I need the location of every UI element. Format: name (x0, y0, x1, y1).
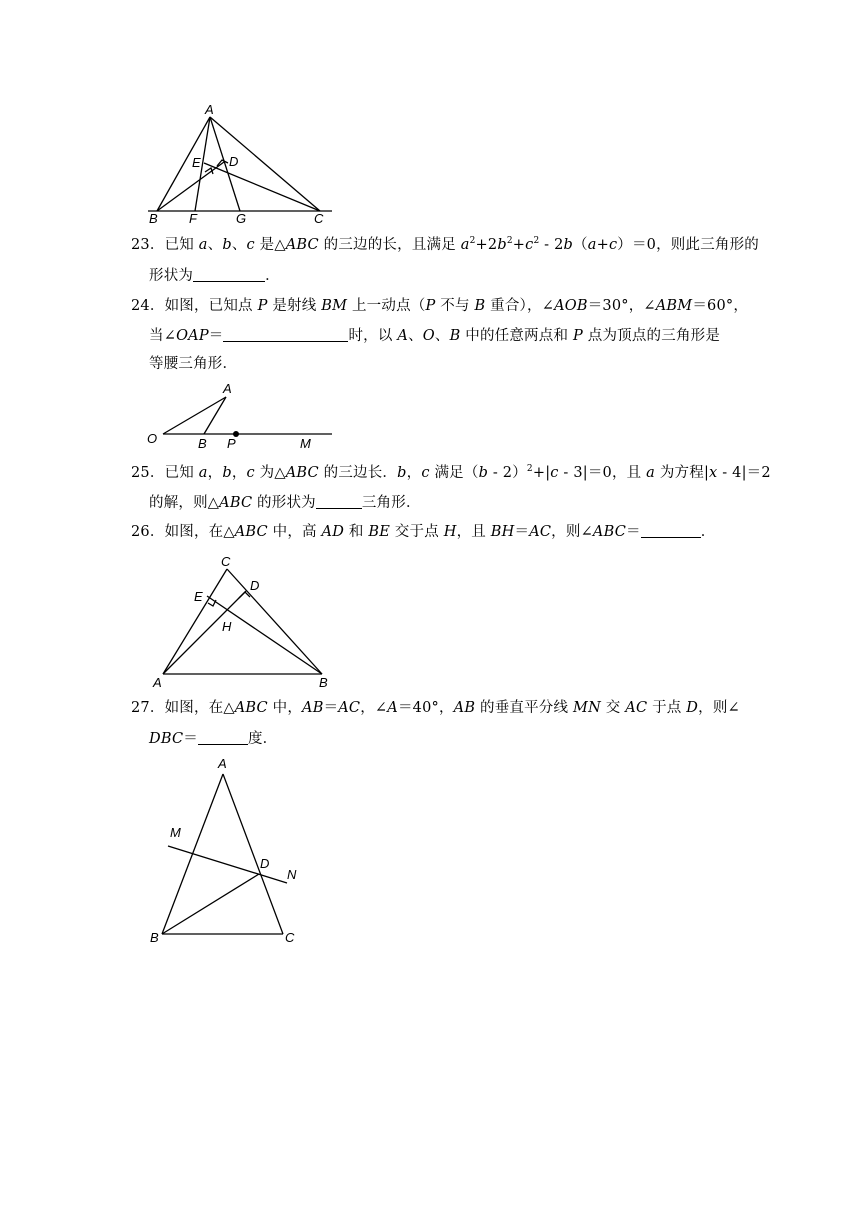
var: P (257, 298, 268, 314)
text: ． (265, 268, 280, 284)
label-H: H (222, 619, 232, 634)
text: 点为顶点的三角形是 (582, 328, 721, 344)
var: BH (490, 524, 515, 540)
label-D: D (229, 154, 239, 169)
var: b (222, 237, 232, 253)
text: 重合），∠ (485, 298, 555, 314)
text: ）＝0，则此三角形的 (617, 237, 759, 253)
text: 的解，则△ (149, 495, 220, 511)
text: 满足（ (429, 465, 479, 481)
text: 、 (408, 328, 423, 344)
text: +2 (475, 237, 498, 253)
text: - 2） (488, 465, 527, 481)
text: 是△ (254, 237, 286, 253)
var: ABM (655, 298, 693, 314)
label-D: D (260, 856, 270, 871)
text: 的形状为 (252, 495, 316, 511)
var: c (421, 465, 430, 481)
var: DBC (149, 731, 184, 747)
var: ABC (592, 524, 627, 540)
var: ABC (285, 237, 319, 253)
var: AD (321, 524, 345, 540)
var: a (460, 237, 470, 253)
text: 已知 (164, 465, 199, 481)
q24-line3 (149, 354, 237, 374)
var: A (387, 700, 398, 716)
label-C: C (314, 211, 324, 226)
text: + (596, 237, 609, 253)
label-N: N (287, 867, 297, 882)
text: 是射线 (267, 298, 322, 314)
var: AOB (554, 298, 588, 314)
text: ． (700, 524, 716, 540)
q25-number: 25． (131, 465, 165, 481)
text: ＝ (183, 731, 198, 747)
label-E: E (192, 155, 201, 170)
text: ，∠ (360, 700, 388, 716)
text: 三角形． (361, 495, 421, 511)
var: b (478, 465, 489, 481)
var: ABC (219, 495, 253, 511)
var: A (397, 328, 409, 344)
label-A: A (153, 675, 162, 690)
answer-blank[interactable] (223, 327, 348, 342)
text: 中，高 (267, 524, 322, 540)
label-A: A (223, 381, 232, 396)
answer-blank[interactable] (198, 730, 248, 745)
label-P: P (227, 436, 236, 451)
text: （ (573, 237, 588, 253)
text: - 4|＝2 (717, 465, 771, 481)
var: c (550, 465, 559, 481)
var: a (198, 237, 208, 253)
var: AC (338, 700, 361, 716)
var: H (443, 524, 457, 540)
q23-line1 (131, 235, 759, 255)
var: AB (302, 700, 324, 716)
var: AB (453, 700, 476, 716)
text: ＝30°，∠ (587, 298, 656, 314)
label-G: G (236, 211, 247, 226)
q27-line2 (149, 729, 277, 749)
label-M: M (300, 436, 311, 451)
text: ，则∠ (698, 700, 740, 716)
text: ， (406, 465, 422, 481)
figure-27 (150, 756, 297, 945)
text: 的三边长． (318, 465, 398, 481)
var: b (563, 237, 574, 253)
text: ，则∠ (551, 524, 593, 540)
figure-26 (152, 554, 328, 690)
text: 时，以 (348, 328, 398, 344)
text: 、 (207, 237, 223, 253)
var: MN (573, 700, 601, 716)
label-B: B (319, 675, 328, 690)
exponent: 2 (533, 236, 540, 246)
text: 、 (231, 237, 247, 253)
var: c (608, 237, 618, 253)
var: c (246, 237, 255, 253)
answer-blank[interactable] (641, 523, 701, 538)
text: 、 (434, 328, 450, 344)
text: 的垂直平分线 (475, 700, 574, 716)
q25-line1 (131, 463, 771, 483)
var: P (572, 328, 583, 344)
text: 的三边的长，且满足 (318, 237, 461, 253)
var: b (397, 465, 407, 481)
q24-number: 24． (131, 298, 165, 314)
q27-number: 27． (131, 700, 165, 716)
var: D (686, 700, 699, 716)
q24-line1 (131, 296, 748, 316)
text: ＝ (323, 700, 339, 716)
text: ＝ (208, 328, 224, 344)
label-B: B (198, 436, 207, 451)
text: 交于点 (390, 524, 444, 540)
text: 于点 (647, 700, 687, 716)
q26-line1 (131, 522, 715, 542)
text: 为△ (254, 465, 286, 481)
var: OAP (176, 328, 209, 344)
q23-number: 23． (131, 237, 165, 253)
text: 已知 (164, 237, 199, 253)
figure-22 (148, 102, 332, 226)
answer-blank[interactable] (316, 494, 362, 509)
text: 当∠ (149, 328, 177, 344)
exponent: 2 (506, 236, 513, 246)
exponent: 2 (526, 464, 533, 474)
label-B: B (150, 930, 159, 945)
text: 中， (267, 700, 303, 716)
label-F: F (189, 211, 197, 226)
text: - 2 (539, 237, 564, 253)
var: c (246, 465, 255, 481)
text: ， (231, 465, 247, 481)
answer-blank[interactable] (193, 267, 265, 282)
var: b (222, 465, 232, 481)
q26-number: 26． (131, 524, 165, 540)
text: ， (207, 465, 223, 481)
label-C: C (221, 554, 231, 569)
q27-line1 (131, 698, 740, 718)
q23-line2 (149, 266, 280, 286)
var: c (525, 237, 534, 253)
label-C: C (285, 930, 295, 945)
label-O: O (147, 431, 158, 446)
text: 如图，已知点 (164, 298, 258, 314)
text: 度． (247, 731, 278, 747)
var: B (449, 328, 461, 344)
var: a (198, 465, 208, 481)
text: ＝40°， (397, 700, 454, 716)
var: O (422, 328, 435, 344)
label-E: E (194, 589, 203, 604)
var: AC (625, 700, 648, 716)
var: ABC (285, 465, 319, 481)
var: ABC (234, 524, 268, 540)
label-A: A (205, 102, 214, 117)
var: BE (368, 524, 390, 540)
text: + (512, 237, 526, 253)
text: 为方程| (655, 465, 710, 481)
q25-line2 (149, 493, 421, 513)
var: x (709, 465, 718, 481)
label-B: B (149, 211, 158, 226)
label-A: A (218, 756, 227, 771)
var: B (474, 298, 486, 314)
exponent: 2 (469, 236, 476, 246)
q24-line2 (149, 326, 720, 346)
var: BM (321, 298, 348, 314)
text: ＝60°， (692, 298, 749, 314)
text: 不与 (435, 298, 475, 314)
var: P (425, 298, 436, 314)
text: 形状为 (149, 268, 194, 284)
label-D: D (250, 578, 260, 593)
text: 如图，在△ (164, 524, 235, 540)
text: 等腰三角形． (149, 356, 238, 372)
text: +| (532, 465, 551, 481)
var: ABC (234, 700, 268, 716)
text: - 3|＝0，且 (558, 465, 647, 481)
text: 中的任意两点和 (460, 328, 573, 344)
text: 上一动点（ (347, 298, 426, 314)
var: a (587, 237, 597, 253)
text: ，且 (456, 524, 491, 540)
label-M: M (170, 825, 181, 840)
text: 如图，在△ (164, 700, 235, 716)
text: 交 (600, 700, 626, 716)
figure-24 (147, 381, 332, 451)
var: b (497, 237, 507, 253)
text: ＝ (626, 524, 641, 540)
text: 和 (344, 524, 369, 540)
var: AC (529, 524, 552, 540)
text: ＝ (514, 524, 530, 540)
var: a (646, 465, 656, 481)
